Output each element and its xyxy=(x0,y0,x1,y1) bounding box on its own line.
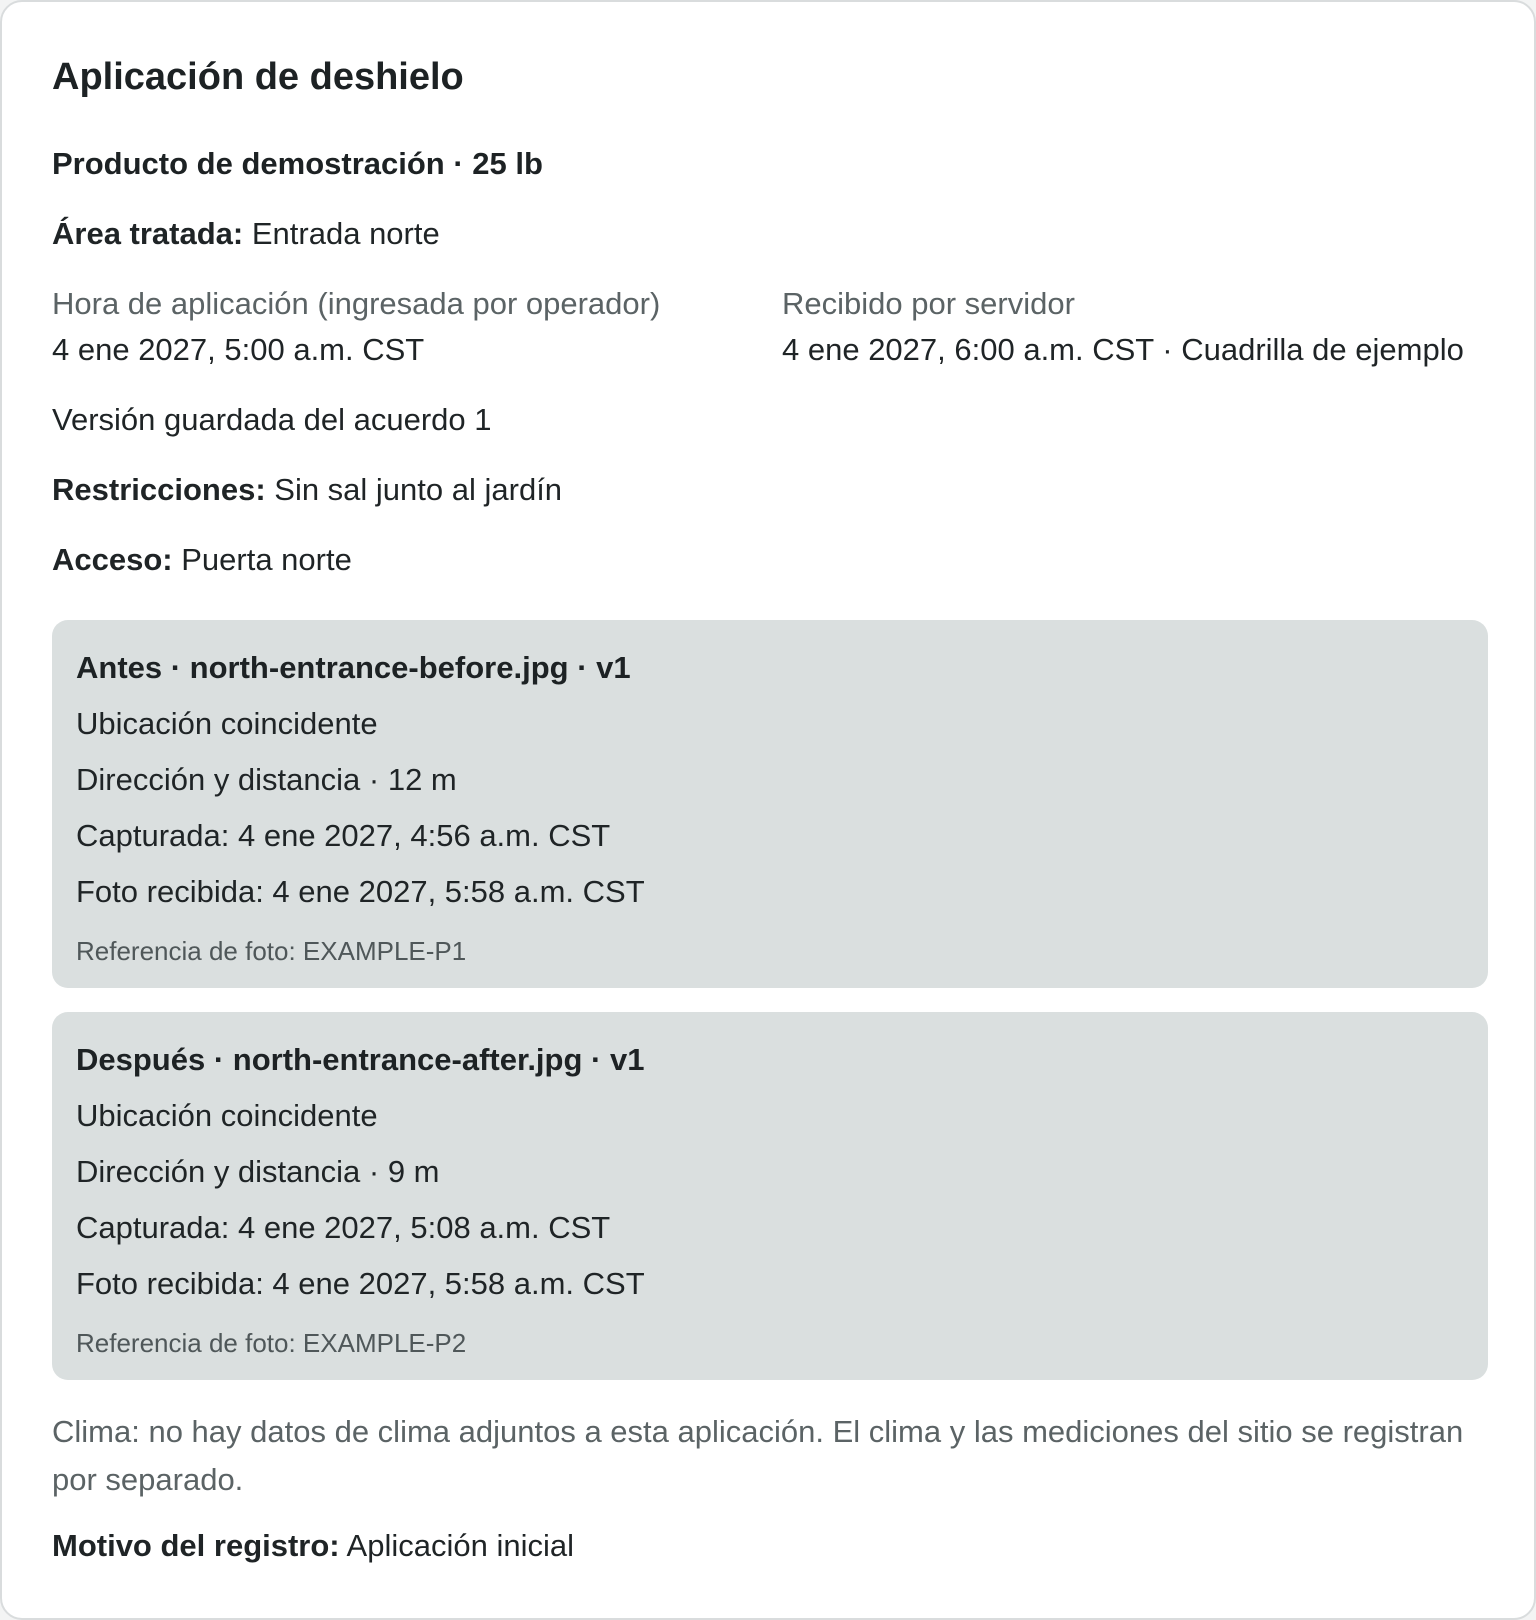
photo-title: Después · north-entrance-after.jpg · v1 xyxy=(76,1042,645,1077)
application-time-label: Hora de aplicación (ingresada por operador) xyxy=(52,286,661,321)
restrictions xyxy=(52,472,562,508)
access-label: Acceso: xyxy=(52,542,173,577)
photo-location: Ubicación coincidente xyxy=(76,1098,378,1133)
weather-note: Clima: no hay datos de clima adjuntos a esta aplicación. El clima y las mediciones del sitio se registran por separado. xyxy=(52,1414,1464,1497)
access-value: Puerta norte xyxy=(181,542,352,577)
treated-area xyxy=(52,216,440,252)
photo-direction-distance: Dirección y distancia · 12 m xyxy=(76,762,457,797)
photo-title: Antes · north-entrance-before.jpg · v1 xyxy=(76,650,631,685)
photo-location: Ubicación coincidente xyxy=(76,706,378,741)
restrictions-label: Restricciones: xyxy=(52,472,266,507)
record-reason-value: Aplicación inicial xyxy=(346,1528,574,1563)
product-summary: Producto de demostración · 25 lb xyxy=(52,146,543,181)
photo-received-time: Foto recibida: 4 ene 2027, 5:58 a.m. CST xyxy=(76,874,645,909)
photo-reference: Referencia de foto: EXAMPLE-P1 xyxy=(76,936,467,966)
treated-area-label: Área tratada: xyxy=(52,216,244,251)
record-reason-label: Motivo del registro: xyxy=(52,1528,340,1563)
photo-card-after xyxy=(52,1012,1488,1380)
photo-card-before xyxy=(52,620,1488,988)
agreement-version: Versión guardada del acuerdo 1 xyxy=(52,402,492,437)
photo-captured-time: Capturada: 4 ene 2027, 5:08 a.m. CST xyxy=(76,1210,611,1245)
photo-direction-distance: Dirección y distancia · 9 m xyxy=(76,1154,440,1189)
record-reason xyxy=(52,1528,574,1564)
page-title: Aplicación de deshielo xyxy=(52,56,464,98)
photo-received-time: Foto recibida: 4 ene 2027, 5:58 a.m. CST xyxy=(76,1266,645,1301)
treated-area-value: Entrada norte xyxy=(251,216,440,251)
access xyxy=(52,542,352,578)
server-received-label: Recibido por servidor xyxy=(782,286,1075,321)
server-received-value: 4 ene 2027, 6:00 a.m. CST · Cuadrilla de ejemplo xyxy=(782,332,1464,367)
restrictions-value: Sin sal junto al jardín xyxy=(274,472,563,507)
application-time-value: 4 ene 2027, 5:00 a.m. CST xyxy=(52,332,425,367)
photo-reference: Referencia de foto: EXAMPLE-P2 xyxy=(76,1328,467,1358)
photo-captured-time: Capturada: 4 ene 2027, 4:56 a.m. CST xyxy=(76,818,611,853)
